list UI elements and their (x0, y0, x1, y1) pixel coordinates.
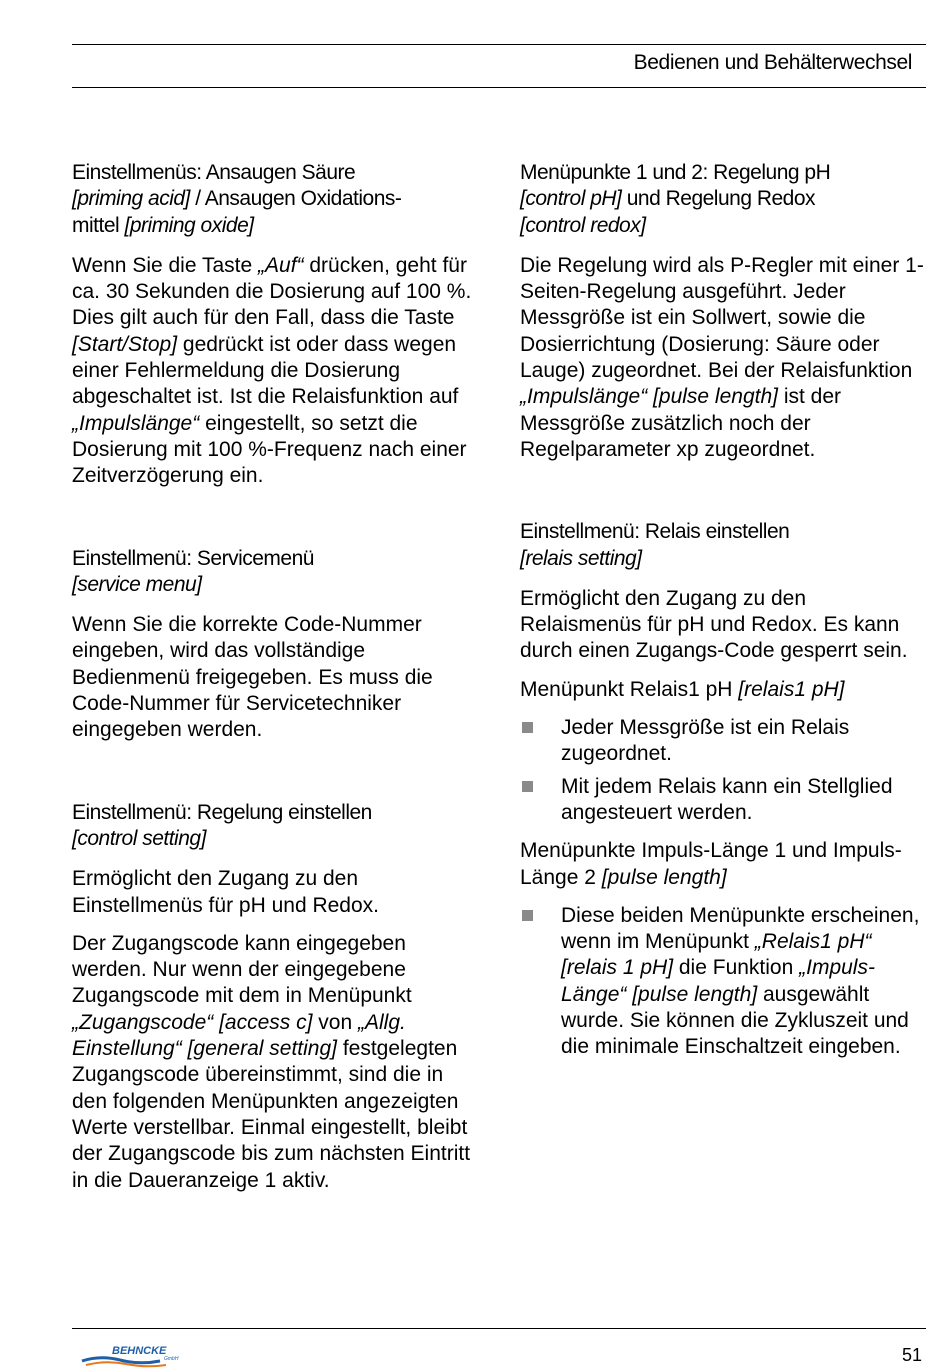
section-heading: Menüpunkte 1 und 2: Regelung pH [control pH] und Regelung Redox [control redox] (520, 161, 831, 237)
paragraph: Wenn Sie die Taste „Auf“ drücken, geht für ca. 30 Sekunden die Dosierung auf 100 %. Dies gilt auch für den Fall, dass die Taste [Start/Stop] gedrückt ist oder dass wegen einer Fehlermeldung die Dosierung abgeschaltet ist. Ist die Relaisfunktion auf „Impulslänge“ eingestellt, so setzt die Dosierung mit 100 %-Frequenz nach einer Zeitverzögerung ein. (72, 253, 472, 488)
paragraph: Wenn Sie die korrekte Code-Nummer eingeben, wird das vollständige Bedienmenü freigegeben. Es muss die Code-Nummer für Servicetechniker eingegeben werden. (72, 613, 433, 742)
section-heading: Einstellmenüs: Ansaugen Säure [priming acid] / Ansaugen Oxidations- mittel [priming oxide] (72, 161, 402, 237)
square-bullet-icon (522, 910, 533, 921)
paragraph: Menüpunkt Relais1 pH [relais1 pH] (520, 677, 845, 701)
section-heading: Einstellmenü: Regelung einstellen [control setting] (72, 800, 372, 850)
section-relais-setting (520, 519, 930, 1060)
page-number: 51 (901, 1345, 922, 1365)
bullet-list (520, 903, 930, 1061)
header-rule-bottom (72, 87, 926, 88)
bullet-list (520, 715, 930, 826)
list-item: Mit jedem Relais kann ein Stellglied angesteuert werden. (520, 774, 930, 827)
logo-subtext: GmbH (164, 1356, 179, 1362)
section-priming (72, 160, 482, 490)
list-item: Jeder Messgröße ist ein Relais zugeordnet. (520, 715, 930, 768)
section-control-ph-redox (520, 160, 930, 463)
paragraph: Ermöglicht den Zugang zu den Relaismenüs für pH und Redox. Es kann durch einen Zugangs-Code gesperrt sein. (520, 586, 908, 663)
paragraph: Die Regelung wird als P-Regler mit einer 1-Seiten-Regelung ausgeführt. Jeder Messgröße ist ein Sollwert, sowie die Dosierrichtung (Dosierung: Säure oder Lauge) zugeordnet. Bei der Relaisfunktion „Impulslänge“ [pulse length] ist der Messgröße zusätzlich noch der Regelparameter xp zugeordnet. (520, 253, 924, 461)
square-bullet-icon (522, 722, 533, 733)
paragraph: Menüpunkte Impuls-Länge 1 und Impuls-Länge 2 [pulse length] (520, 839, 902, 889)
header-title: Bedienen und Behälterwechsel (633, 51, 912, 74)
paragraph: Ermöglicht den Zugang zu den Einstellmenüs für pH und Redox. (72, 867, 379, 917)
list-item: Diese beiden Menüpunkte erscheinen, wenn im Menüpunkt „Relais1 pH“ [relais 1 pH] die Funktion „Impuls-Länge“ [pulse length] ausgewählt wurde. Sie können die Zykluszeit und die minimale Einschaltzeit eingeben. (520, 903, 930, 1061)
logo-text: BEHNCKE (112, 1345, 167, 1357)
behncke-logo (80, 1342, 190, 1368)
right-column (520, 160, 930, 1067)
section-heading: Einstellmenü: Servicemenü [service menu] (72, 546, 314, 596)
header-rule-top (72, 44, 926, 45)
section-servicemenu (72, 546, 482, 744)
section-heading: Einstellmenü: Relais einstellen [relais setting] (520, 520, 790, 570)
footer-rule (72, 1328, 926, 1329)
section-control-setting (72, 800, 482, 1194)
left-column (72, 160, 482, 1194)
square-bullet-icon (522, 781, 533, 792)
paragraph: Der Zugangscode kann eingegeben werden. Nur wenn der eingegebene Zugangscode mit dem in Menüpunkt „Zugangscode“ [access c] von „Allg. Einstellung“ [general setting] festgelegten Zugangscode übereinstimmt, sind die in den folgenden Menüpunkten angezeigten Werte verstellbar. Einmal eingestellt, bleibt der Zugangscode bis zum nächsten Eintritt in die Daueranzeige 1 aktiv. (72, 931, 471, 1192)
